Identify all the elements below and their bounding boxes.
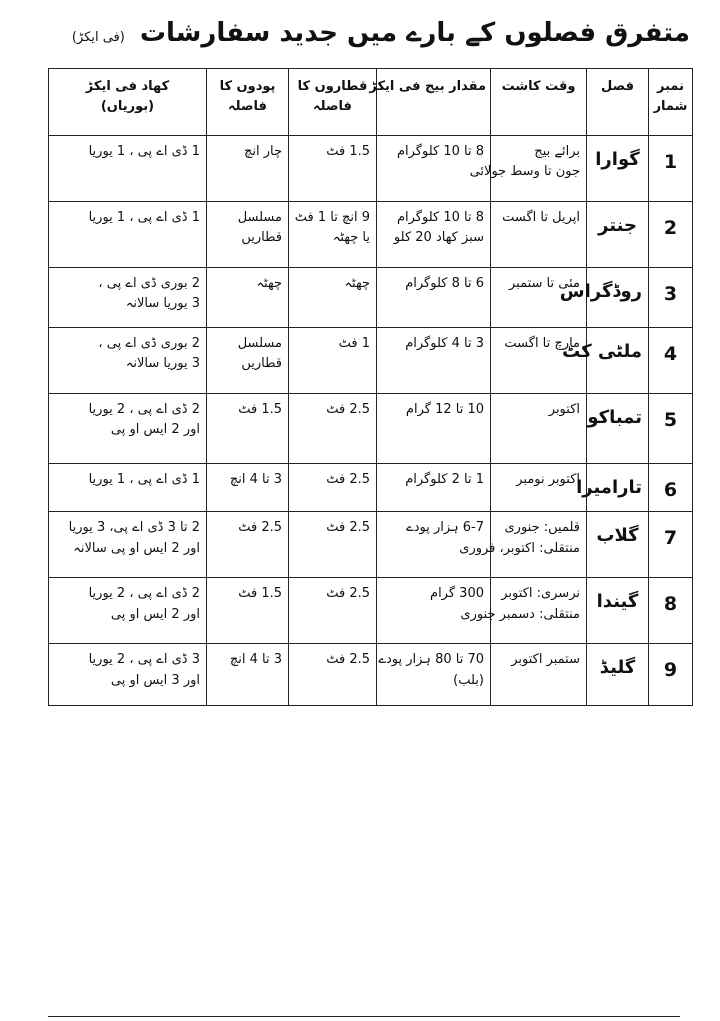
cell-line: یا چھٹہ — [332, 230, 370, 246]
cell-line: قلمیں: جنوری — [504, 520, 580, 536]
cell-fertilizer — [49, 202, 207, 268]
cell-line: 6-7 ہزار پودے — [406, 520, 484, 536]
cell-serial: 9 — [649, 644, 693, 706]
cell-serial: 4 — [649, 328, 693, 394]
header-line: قطاروں کا — [297, 79, 368, 94]
cell-seed-rate — [377, 644, 491, 706]
table-row — [49, 328, 693, 394]
cell-crop: ملٹی کٹ — [587, 328, 649, 394]
cell-line: چھٹہ — [344, 276, 370, 291]
cell-plant-spacing — [207, 202, 289, 268]
cell-serial: 5 — [649, 394, 693, 464]
cell-line: مارچ تا اگست — [504, 336, 580, 351]
header-line: شمار — [653, 99, 688, 115]
cell-line: 1 ڈی اے پی ، 1 یوریا — [88, 472, 200, 487]
header-line: (بوریاں) — [100, 99, 155, 115]
cell-fertilizer — [49, 578, 207, 644]
cell-row-spacing — [289, 512, 377, 578]
cell-line: 6 تا 8 کلوگرام — [405, 276, 484, 291]
cell-crop: گلاب — [587, 512, 649, 578]
cell-row-spacing — [289, 644, 377, 706]
cell-sowing-time — [491, 644, 587, 706]
cell-plant-spacing — [207, 328, 289, 394]
cell-line: 3 تا 4 انچ — [229, 472, 282, 487]
cell-line: منتقلی: اکتوبر، فروری — [459, 540, 580, 556]
cell-crop: تارامیرا — [587, 464, 649, 512]
cell-line: 2 ڈی اے پی ، 2 یوریا — [88, 402, 200, 417]
cell-seed-rate — [377, 268, 491, 328]
cell-line: اور 2 ایس او پی — [110, 422, 200, 438]
cell-serial: 3 — [649, 268, 693, 328]
cell-line: جون تا وسط جولائی — [469, 164, 580, 180]
cell-row-spacing — [289, 268, 377, 328]
cell-plant-spacing — [207, 512, 289, 578]
cell-crop: گیندا — [587, 578, 649, 644]
table-row — [49, 268, 693, 328]
crop-recommendations-table — [48, 68, 693, 706]
cell-crop: گوارا — [587, 136, 649, 202]
cell-plant-spacing — [207, 464, 289, 512]
cell-fertilizer — [49, 394, 207, 464]
cell-seed-rate — [377, 202, 491, 268]
cell-line: 2.5 فٹ — [326, 472, 370, 487]
header-seed-rate — [369, 69, 491, 136]
cell-line: 70 تا 80 ہزار پودے — [378, 652, 484, 668]
cell-fertilizer — [49, 512, 207, 578]
cell-line: مسلسل — [237, 210, 282, 225]
cell-line: 1.5 فٹ — [238, 402, 282, 417]
header-line: فاصلہ — [313, 99, 352, 115]
cell-row-spacing — [289, 578, 377, 644]
cell-line: 8 تا 10 کلوگرام — [396, 144, 484, 159]
cell-line: 2.5 فٹ — [326, 402, 370, 417]
cell-line: 2 ڈی اے پی ، 2 یوریا — [88, 586, 200, 602]
header-line: مقدار بیج فی ایکڑ — [369, 79, 486, 94]
cell-line: 2.5 فٹ — [326, 586, 370, 602]
cell-line: چار انچ — [243, 144, 282, 159]
cell-seed-rate — [377, 394, 491, 464]
cell-line: (بلب) — [453, 672, 484, 688]
cell-line: مسلسل — [237, 336, 282, 351]
cell-line: ستمبر اکتوبر — [511, 652, 580, 668]
table-body — [49, 136, 693, 706]
header-plant-spacing — [207, 69, 289, 136]
table-row — [49, 394, 693, 464]
cell-line: سبز کھاد 20 کلو — [393, 230, 484, 246]
cell-line: 10 تا 12 گرام — [405, 402, 484, 417]
table-row — [49, 644, 693, 706]
cell-line: منتقلی: دسمبر جنوری — [460, 606, 580, 622]
cell-line: 1 ڈی اے پی ، 1 یوریا — [88, 144, 200, 159]
cell-serial: 6 — [649, 464, 693, 512]
cell-fertilizer — [49, 268, 207, 328]
header-line: کھاد فی ایکڑ — [85, 79, 170, 94]
cell-sowing-time — [469, 136, 587, 202]
cell-fertilizer — [49, 464, 207, 512]
cell-line: اور 3 ایس او پی — [110, 672, 200, 688]
cell-line: 3 تا 4 کلوگرام — [405, 336, 484, 351]
cell-row-spacing — [289, 464, 377, 512]
cell-line: قطاریں — [241, 230, 282, 246]
cell-sowing-time — [491, 464, 587, 512]
header-sowing-time — [491, 69, 587, 136]
cell-line: 3 تا 4 انچ — [229, 652, 282, 668]
cell-row-spacing — [289, 136, 377, 202]
table-row — [49, 136, 693, 202]
header-line: وقت کاشت — [501, 79, 576, 94]
cell-line: برائے بیج — [534, 144, 580, 159]
cell-plant-spacing — [207, 394, 289, 464]
cell-sowing-time — [491, 394, 587, 464]
cell-line: 9 انچ تا 1 فٹ — [294, 210, 370, 225]
cell-line: چھٹہ — [256, 276, 282, 291]
cell-line: اپریل تا اگست — [502, 210, 580, 225]
header-fertilizer — [49, 69, 207, 136]
cell-serial: 8 — [649, 578, 693, 644]
table-row — [49, 202, 693, 268]
cell-line: اور 2 ایس او پی سالانہ — [73, 540, 200, 556]
header-line: فصل — [601, 79, 634, 94]
cell-line: 2 بوری ڈی اے پی ، — [98, 276, 200, 291]
cell-plant-spacing — [207, 136, 289, 202]
cell-line: 1 ڈی اے پی ، 1 یوریا — [88, 210, 200, 225]
cell-line: مئی تا ستمبر — [509, 276, 580, 291]
cell-crop: جنتر — [587, 202, 649, 268]
table-row — [49, 464, 693, 512]
cell-serial: 1 — [649, 136, 693, 202]
cell-line: 8 تا 10 کلوگرام — [396, 210, 484, 225]
cell-crop: تمباکو — [587, 394, 649, 464]
table-header-row — [49, 69, 693, 136]
cell-row-spacing — [289, 202, 377, 268]
cell-line: اکتوبر — [548, 402, 580, 417]
cell-serial: 7 — [649, 512, 693, 578]
cell-plant-spacing — [207, 578, 289, 644]
page-title — [72, 18, 690, 48]
cell-line: 1 فٹ — [338, 336, 370, 351]
cell-line: قطاریں — [241, 356, 282, 372]
header-crop — [587, 69, 649, 136]
header-line: نمبر — [657, 79, 684, 94]
header-serial — [649, 69, 693, 136]
cell-fertilizer — [49, 328, 207, 394]
bottom-divider — [48, 1016, 680, 1017]
header-line: فاصلہ — [228, 99, 267, 115]
cell-sowing-time — [491, 202, 587, 268]
cell-line: 2.5 فٹ — [326, 520, 370, 536]
title-text: متفرق فصلوں کے بارے میں جدید سفارشات — [139, 18, 690, 48]
cell-line: 1.5 فٹ — [326, 144, 370, 159]
cell-line: 1.5 فٹ — [238, 586, 282, 602]
cell-sowing-time — [460, 578, 587, 644]
header-line: پودوں کا — [219, 79, 276, 94]
cell-sowing-time — [459, 512, 587, 578]
cell-line: 3 یوریا سالانہ — [125, 356, 200, 372]
cell-seed-rate — [377, 328, 491, 394]
cell-line: 2 بوری ڈی اے پی ، — [98, 336, 200, 351]
cell-fertilizer — [49, 136, 207, 202]
cell-row-spacing — [289, 328, 377, 394]
cell-line: 1 تا 2 کلوگرام — [405, 472, 484, 487]
cell-plant-spacing — [207, 644, 289, 706]
cell-line: 2.5 فٹ — [238, 520, 282, 536]
cell-line: 2.5 فٹ — [326, 652, 370, 668]
table-row — [49, 578, 693, 644]
cell-crop: روڈگراس — [587, 268, 649, 328]
cell-plant-spacing — [207, 268, 289, 328]
cell-line: 3 ڈی اے پی ، 2 یوریا — [88, 652, 200, 668]
cell-line: اکتوبر نومبر — [516, 472, 580, 487]
cell-line: اور 2 ایس او پی — [110, 606, 200, 622]
cell-line: 3 یوریا سالانہ — [125, 296, 200, 312]
cell-line: 300 گرام — [430, 586, 484, 602]
cell-line: 2 تا 3 ڈی اے پی، 3 یوریا — [68, 520, 200, 536]
cell-row-spacing — [289, 394, 377, 464]
cell-crop: گلیڈ — [587, 644, 649, 706]
title-unit: (فی ایکڑ) — [71, 30, 125, 45]
table-row — [49, 512, 693, 578]
cell-serial: 2 — [649, 202, 693, 268]
cell-seed-rate — [377, 464, 491, 512]
cell-fertilizer — [49, 644, 207, 706]
cell-line: نرسری: اکتوبر — [501, 586, 580, 602]
header-row-spacing — [289, 69, 377, 136]
